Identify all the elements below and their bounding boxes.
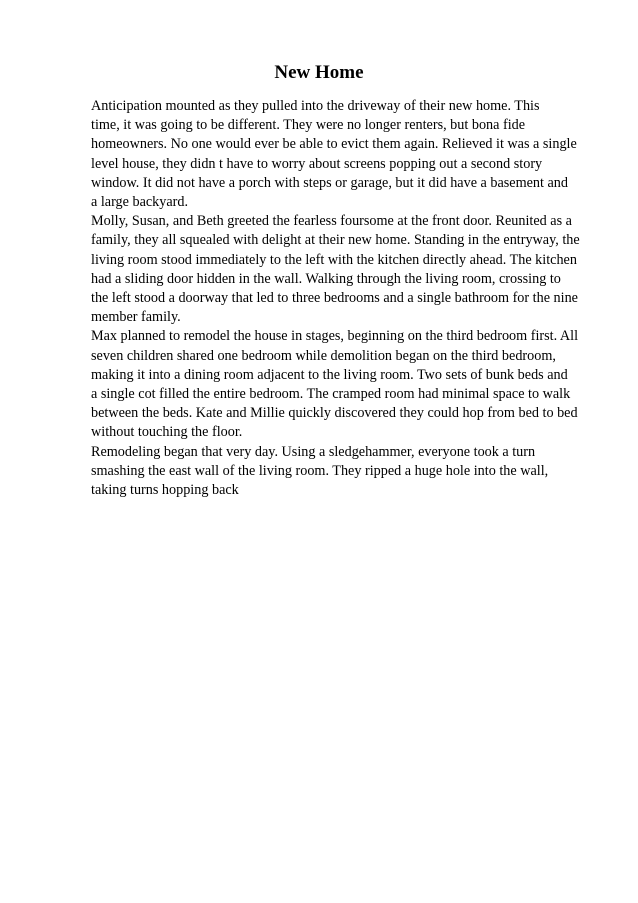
text-line: time, it was going to be different. They were no longer renters, but bona fide	[91, 117, 526, 134]
text-line: between the beds. Kate and Millie quickly discovered they could hop from bed to bed	[91, 405, 578, 422]
text-line: taking turns hopping back	[91, 482, 239, 499]
paragraph-4	[91, 443, 595, 501]
page-title: New Home	[274, 62, 364, 83]
text-line: window. It did not have a porch with steps or garage, but it did have a basement and	[91, 174, 568, 191]
text-line: living room stood immediately to the left with the kitchen directly ahead. The kitchen	[91, 251, 577, 268]
document-body	[91, 97, 595, 500]
text-line: Max planned to remodel the house in stages, beginning on the third bedroom first. All	[91, 328, 579, 345]
text-line: a large backyard.	[91, 194, 189, 211]
text-line: family, they all squealed with delight at their new home. Standing in the entryway, the	[91, 232, 580, 249]
text-line: Remodeling began that very day. Using a sledgehammer, everyone took a turn	[91, 443, 536, 460]
text-line: seven children shared one bedroom while demolition began on the third bedroom,	[91, 347, 556, 364]
text-line: homeowners. No one would ever be able to evict them again. Relieved it was a single	[91, 136, 577, 153]
text-line: making it into a dining room adjacent to the living room. Two sets of bunk beds and	[91, 366, 568, 383]
text-line: member family.	[91, 309, 181, 326]
text-line: the left stood a doorway that led to three bedrooms and a single bathroom for the nine	[91, 290, 578, 307]
text-line: Molly, Susan, and Beth greeted the fearless foursome at the front door. Reunited as a	[91, 213, 572, 230]
paragraph-3	[91, 327, 595, 442]
text-line: smashing the east wall of the living room. They ripped a huge hole into the wall,	[91, 462, 549, 479]
paragraph-2	[91, 212, 595, 327]
paragraph-1	[91, 97, 595, 212]
text-line: Anticipation mounted as they pulled into the driveway of their new home. This	[91, 98, 540, 114]
text-line: level house, they didn t have to worry about screens popping out a second story	[91, 155, 543, 172]
text-line: a single cot filled the entire bedroom. The cramped room had minimal space to walk	[91, 386, 571, 403]
text-line: had a sliding door hidden in the wall. Walking through the living room, crossing to	[91, 270, 561, 287]
text-line: without touching the floor.	[91, 424, 243, 441]
